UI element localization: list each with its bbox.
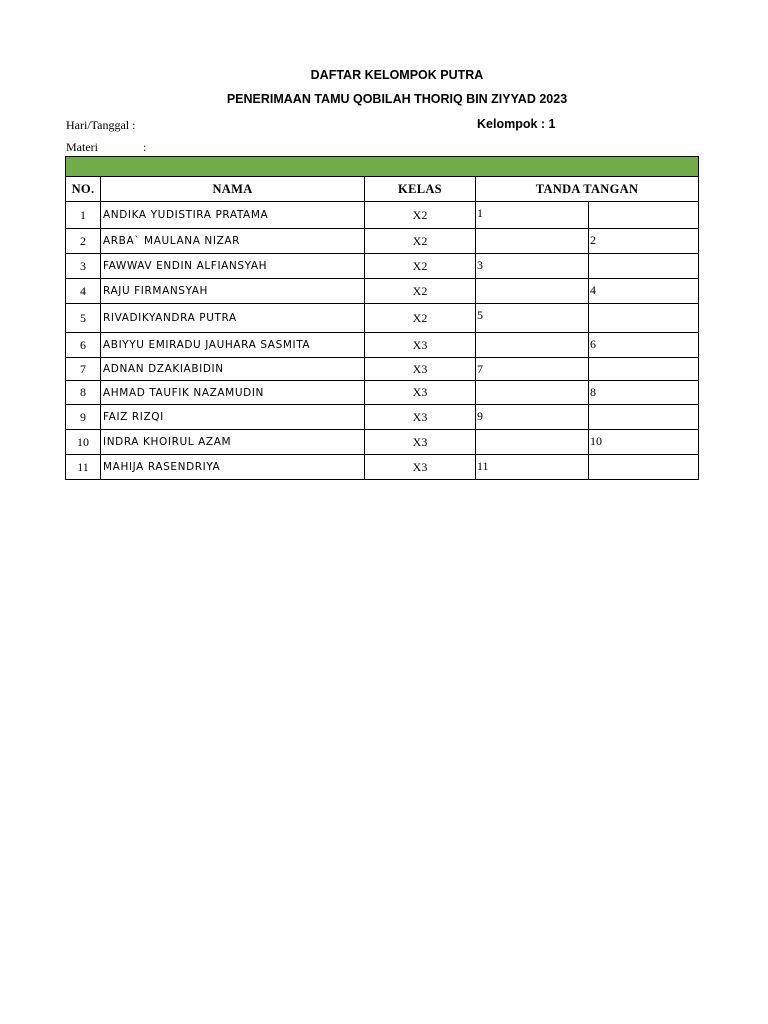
student-name: ABIYYU EMIRADU JAUHARA SASMITA — [101, 333, 365, 358]
row-number: 7 — [66, 358, 101, 381]
row-number: 3 — [66, 254, 101, 279]
kelompok-label: Kelompok : 1 — [477, 117, 556, 131]
document-subtitle: PENERIMAAN TAMU QOBILAH THORIQ BIN ZIYYAD 2023 — [226, 92, 568, 106]
signature-left — [476, 333, 589, 358]
student-name: FAWWAV ENDIN ALFIANSYAH — [101, 254, 365, 279]
row-number: 11 — [66, 455, 101, 480]
student-class: X2 — [365, 279, 476, 304]
student-class: X2 — [365, 254, 476, 279]
signature-left — [476, 430, 589, 455]
signature-left — [476, 229, 589, 254]
column-header-kelas: KELAS — [365, 177, 476, 202]
row-number: 1 — [66, 202, 101, 229]
table-row — [66, 381, 699, 405]
student-name: ANDIKA YUDISTIRA PRATAMA — [101, 202, 365, 229]
signature-right: 10 — [589, 430, 699, 455]
table-header-row — [66, 177, 699, 202]
materi-label: Materi — [66, 140, 98, 154]
row-number: 4 — [66, 279, 101, 304]
student-name: ARBA` MAULANA NIZAR — [101, 229, 365, 254]
signature-left: 7 — [476, 358, 589, 381]
student-class: X3 — [365, 430, 476, 455]
student-name: MAHIJA RASENDRIYA — [101, 455, 365, 480]
student-class: X3 — [365, 405, 476, 430]
signature-right: 8 — [589, 381, 699, 405]
table-row — [66, 304, 699, 333]
signature-right — [589, 202, 699, 229]
student-class: X2 — [365, 229, 476, 254]
student-name: AHMAD TAUFIK NAZAMUDIN — [101, 381, 365, 405]
attendance-table — [65, 156, 699, 480]
student-name: RIVADIKYANDRA PUTRA — [101, 304, 365, 333]
column-header-nama: NAMA — [101, 177, 365, 202]
student-name: FAIZ RIZQI — [101, 405, 365, 430]
student-class: X3 — [365, 333, 476, 358]
student-class: X3 — [365, 455, 476, 480]
table-row — [66, 279, 699, 304]
signature-left: 11 — [476, 455, 589, 480]
materi-colon: : — [143, 140, 147, 154]
row-number: 8 — [66, 381, 101, 405]
table-row — [66, 202, 699, 229]
table-row — [66, 229, 699, 254]
row-number: 2 — [66, 229, 101, 254]
table-header-bar — [66, 157, 699, 177]
hari-tanggal-label: Hari/Tanggal : — [66, 118, 136, 132]
student-name: INDRA KHOIRUL AZAM — [101, 430, 365, 455]
signature-right — [589, 405, 699, 430]
signature-left — [476, 279, 589, 304]
row-number: 5 — [66, 304, 101, 333]
student-class: X3 — [365, 358, 476, 381]
signature-right: 4 — [589, 279, 699, 304]
student-class: X2 — [365, 202, 476, 229]
signature-right: 2 — [589, 229, 699, 254]
student-name: ADNAN DZAKIABIDIN — [101, 358, 365, 381]
signature-right — [589, 358, 699, 381]
signature-left: 9 — [476, 405, 589, 430]
row-number: 6 — [66, 333, 101, 358]
row-number: 9 — [66, 405, 101, 430]
table-row — [66, 405, 699, 430]
row-number: 10 — [66, 430, 101, 455]
signature-left: 5 — [476, 304, 589, 333]
student-class: X3 — [365, 381, 476, 405]
table-row — [66, 455, 699, 480]
signature-left: 3 — [476, 254, 589, 279]
table-row — [66, 254, 699, 279]
table-row — [66, 430, 699, 455]
table-row — [66, 358, 699, 381]
column-header-tanda-tangan: TANDA TANGAN — [476, 177, 699, 202]
signature-left — [476, 381, 589, 405]
student-class: X2 — [365, 304, 476, 333]
signature-right — [589, 455, 699, 480]
signature-right — [589, 304, 699, 333]
signature-right: 6 — [589, 333, 699, 358]
table-row — [66, 333, 699, 358]
green-header-band — [66, 157, 699, 177]
document-title: DAFTAR KELOMPOK PUTRA — [310, 68, 484, 82]
student-name: RAJU FIRMANSYAH — [101, 279, 365, 304]
column-header-no: NO. — [66, 177, 101, 202]
signature-left: 1 — [476, 202, 589, 229]
signature-right — [589, 254, 699, 279]
